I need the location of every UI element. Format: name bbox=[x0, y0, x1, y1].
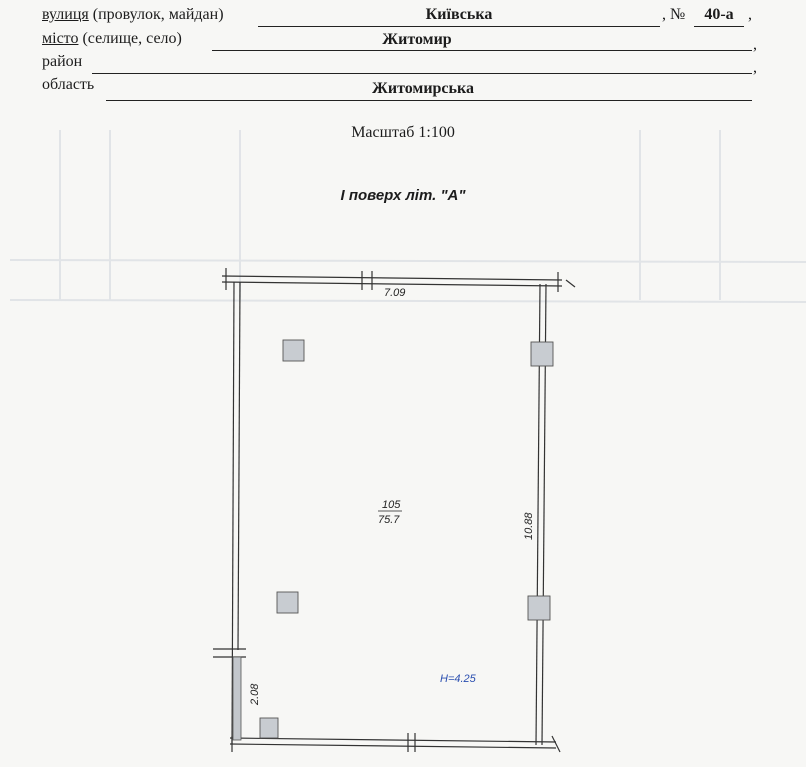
left-lower-dimension: 2.08 bbox=[249, 683, 261, 705]
city-tail: , bbox=[753, 36, 757, 53]
city-label-rest: (селище, село) bbox=[78, 30, 182, 47]
street-label-rest: (провулок, майдан) bbox=[88, 6, 224, 23]
column-top-left bbox=[283, 340, 304, 361]
room-area: 75.7 bbox=[378, 514, 400, 526]
ceiling-height: H=4.25 bbox=[440, 673, 476, 685]
number-label: , № bbox=[662, 6, 686, 23]
city-value: Житомир bbox=[382, 31, 452, 48]
column-right-lower bbox=[528, 596, 550, 620]
city-label: місто bbox=[42, 30, 79, 47]
floor-title: І поверх літ. "А" bbox=[340, 187, 466, 204]
top-dimension: 7.09 bbox=[384, 287, 406, 299]
number-tail: , bbox=[748, 6, 752, 23]
wall-segment bbox=[233, 657, 241, 740]
region-label: область bbox=[42, 76, 95, 93]
number-value: 40-а bbox=[704, 6, 734, 23]
district-tail: , bbox=[753, 59, 757, 76]
district-label: район bbox=[42, 53, 83, 70]
region-value: Житомирська bbox=[372, 80, 474, 97]
bottom-wall bbox=[230, 733, 560, 752]
column-right-upper bbox=[531, 342, 553, 366]
street-label: вулиця bbox=[42, 6, 89, 23]
right-dimension: 10.88 bbox=[523, 512, 535, 540]
street-value: Київська bbox=[425, 6, 493, 23]
room-number: 105 bbox=[382, 499, 401, 511]
column-bottom-corner bbox=[260, 718, 278, 738]
scale-label: Масштаб 1:100 bbox=[351, 124, 455, 141]
column-bottom-left bbox=[277, 592, 298, 613]
